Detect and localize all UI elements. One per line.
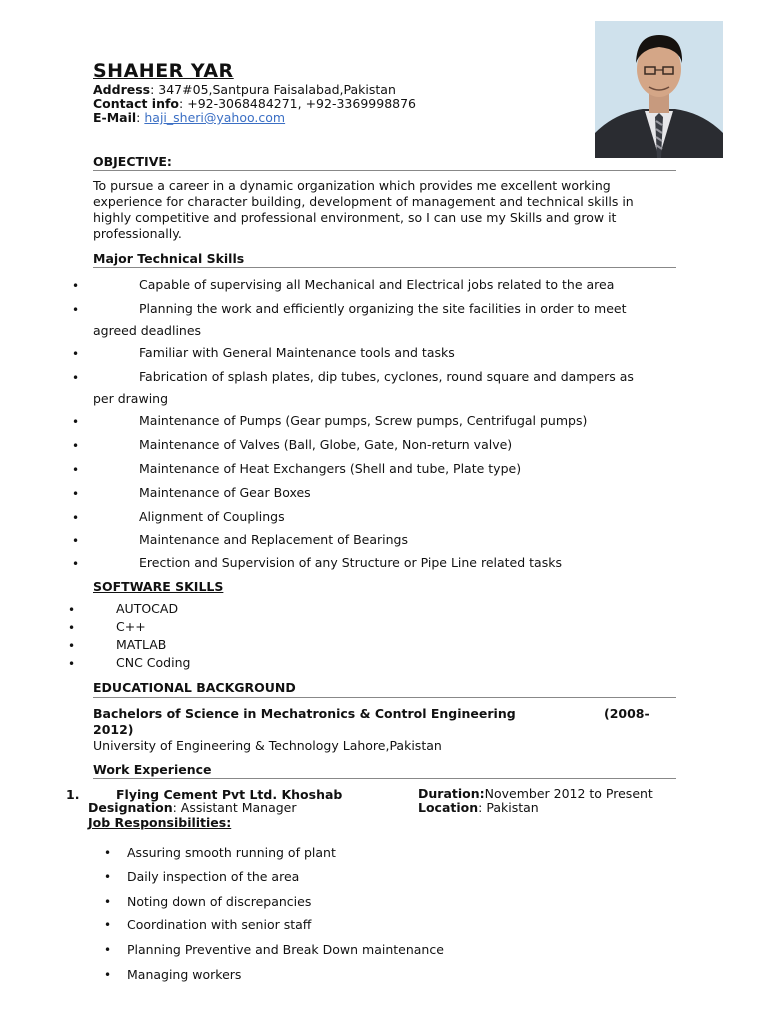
list-bullet: • (104, 918, 112, 932)
responsibility-item: Managing workers (127, 967, 242, 982)
responsibility-item: Noting down of discrepancies (127, 894, 312, 909)
technical-skill-item: Fabrication of splash plates, dip tubes, cyclones, round square and dampers as (139, 369, 634, 384)
list-bullet: • (104, 968, 112, 982)
contact-label: Contact info (93, 96, 180, 111)
list-bullet: • (104, 846, 112, 860)
company-name: Flying Cement Pvt Ltd. Khoshab (116, 787, 343, 802)
list-bullet: • (104, 895, 112, 909)
list-bullet: • (72, 303, 80, 317)
list-bullet: • (72, 463, 80, 477)
list-bullet: • (68, 603, 76, 617)
designation-label: Designation (88, 800, 173, 815)
list-bullet: • (72, 371, 80, 385)
designation-line (88, 801, 297, 815)
technical-skill-item: Maintenance and Replacement of Bearings (139, 532, 409, 547)
list-bullet: • (72, 557, 80, 571)
list-bullet: • (68, 621, 76, 635)
technical-skill-item: Alignment of Couplings (139, 509, 285, 524)
software-skill-item: C++ (116, 619, 146, 634)
software-skill-item: AUTOCAD (116, 601, 179, 616)
technical-skills-divider (93, 267, 676, 268)
technical-skill-item: Maintenance of Pumps (Gear pumps, Screw pumps, Centrifugal pumps) (139, 413, 588, 428)
software-skill-item: CNC Coding (116, 655, 191, 670)
address-label: Address (93, 82, 151, 97)
email-line (93, 111, 285, 125)
list-bullet: • (72, 279, 80, 293)
software-skill-item: MATLAB (116, 637, 167, 652)
list-bullet: • (72, 487, 80, 501)
contact-line (93, 97, 416, 111)
degree-title: Bachelors of Science in Mechatronics & Control Engineering (93, 706, 516, 721)
list-bullet: • (72, 439, 80, 453)
technical-skill-continuation: agreed deadlines (93, 323, 202, 338)
responsibility-item: Coordination with senior staff (127, 917, 312, 932)
objective-heading: OBJECTIVE: (93, 154, 172, 169)
list-bullet: • (104, 943, 112, 957)
work-experience-divider (93, 778, 676, 779)
designation-value: : Assistant Manager (172, 800, 297, 815)
email-label: E-Mail (93, 110, 137, 125)
contact-value: : +92-3068484271, +92-3369998876 (179, 96, 417, 111)
duration-value: November 2012 to Present (484, 786, 653, 801)
job-number: 1. (66, 787, 80, 802)
education-heading: EDUCATIONAL BACKGROUND (93, 680, 296, 695)
list-bullet: • (68, 657, 76, 671)
location-label: Location (418, 800, 479, 815)
objective-divider (93, 170, 676, 171)
education-divider (93, 697, 676, 698)
location-value: : Pakistan (478, 800, 539, 815)
objective-text: To pursue a career in a dynamic organization which provides me excellent working experience for character building, development of management and technical skills in highly competitive and professional environment, so I can use my Skills and grow it professionally. (93, 178, 634, 241)
technical-skill-item: Maintenance of Valves (Ball, Globe, Gate, Non-return valve) (139, 437, 513, 452)
job-responsibilities-heading: Job Responsibilities: (88, 815, 232, 830)
list-bullet: • (72, 511, 80, 525)
responsibility-item: Planning Preventive and Break Down maintenance (127, 942, 444, 957)
technical-skill-item: Planning the work and efficiently organizing the site facilities in order to meet (139, 301, 627, 316)
technical-skills-heading: Major Technical Skills (93, 251, 245, 266)
address-line (93, 83, 396, 97)
candidate-name: SHAHER YAR (93, 60, 234, 82)
duration-line (418, 787, 653, 801)
location-line (418, 801, 539, 815)
technical-skill-item: Capable of supervising all Mechanical and Electrical jobs related to the area (139, 277, 615, 292)
address-value: : 347#05,Santpura Faisalabad,Pakistan (150, 82, 396, 97)
email-link[interactable]: haji_sheri@yahoo.com (144, 110, 286, 125)
email-separator: : (136, 110, 145, 125)
list-bullet: • (72, 347, 80, 361)
degree-years-start: (2008- (604, 706, 650, 721)
technical-skill-item: Maintenance of Gear Boxes (139, 485, 311, 500)
university-name: University of Engineering & Technology Lahore,Pakistan (93, 738, 442, 753)
list-bullet: • (68, 639, 76, 653)
list-bullet: • (72, 415, 80, 429)
profile-photo (595, 21, 723, 158)
work-experience-heading: Work Experience (93, 762, 212, 777)
responsibility-item: Assuring smooth running of plant (127, 845, 336, 860)
list-bullet: • (104, 870, 112, 884)
software-skills-heading: SOFTWARE SKILLS (93, 579, 224, 594)
list-bullet: • (72, 534, 80, 548)
technical-skill-continuation: per drawing (93, 391, 169, 406)
technical-skill-item: Familiar with General Maintenance tools and tasks (139, 345, 455, 360)
technical-skill-item: Maintenance of Heat Exchangers (Shell and tube, Plate type) (139, 461, 522, 476)
duration-label: Duration: (418, 786, 485, 801)
technical-skill-item: Erection and Supervision of any Structure or Pipe Line related tasks (139, 555, 562, 570)
responsibility-item: Daily inspection of the area (127, 869, 300, 884)
degree-years-end: 2012) (93, 722, 134, 737)
